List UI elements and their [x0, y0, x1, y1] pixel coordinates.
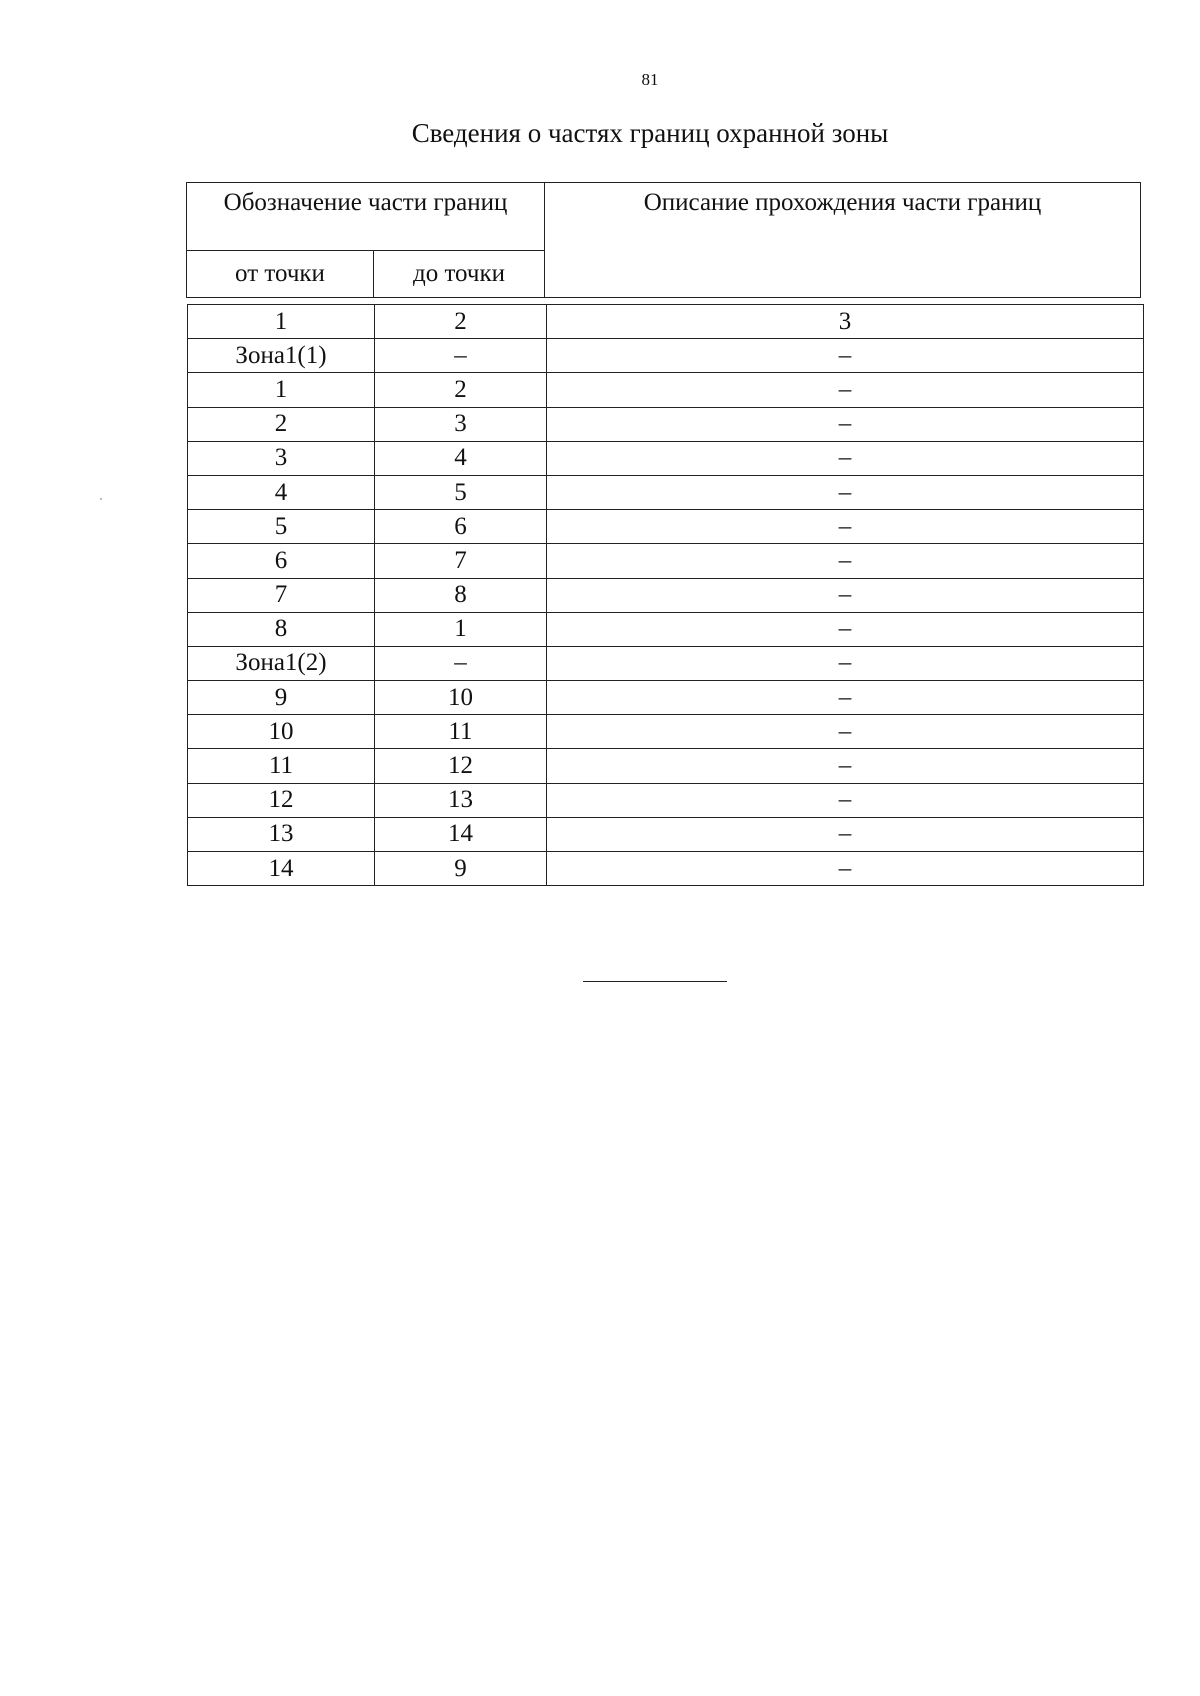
header-boundary-designation: Обозначение части границ: [187, 183, 545, 251]
from-point-cell: 2: [188, 407, 375, 441]
description-cell: –: [547, 852, 1144, 886]
table-row: [188, 407, 1144, 441]
table-row: [188, 510, 1144, 544]
from-point-cell: 5: [188, 510, 375, 544]
to-point-cell: 1: [375, 612, 547, 646]
description-cell: –: [547, 715, 1144, 749]
description-cell: –: [547, 578, 1144, 612]
description-cell: –: [547, 475, 1144, 509]
column-number: 1: [188, 305, 375, 339]
description-cell: –: [547, 646, 1144, 680]
to-point-cell: 7: [375, 544, 547, 578]
from-point-cell: Зона1(1): [188, 339, 375, 373]
from-point-cell: 13: [188, 817, 375, 851]
from-point-cell: 12: [188, 783, 375, 817]
description-cell: –: [547, 339, 1144, 373]
description-cell: –: [547, 544, 1144, 578]
description-cell: –: [547, 612, 1144, 646]
table-body: [188, 305, 1144, 886]
table-row: [188, 783, 1144, 817]
table-row: [188, 612, 1144, 646]
scan-speck: [100, 498, 102, 500]
from-point-cell: 11: [188, 749, 375, 783]
column-numbering-row: [188, 305, 1144, 339]
to-point-cell: 10: [375, 681, 547, 715]
table-row: [188, 475, 1144, 509]
description-cell: –: [547, 510, 1144, 544]
to-point-cell: 14: [375, 817, 547, 851]
from-point-cell: 6: [188, 544, 375, 578]
table-row: [188, 339, 1144, 373]
to-point-cell: 3: [375, 407, 547, 441]
table-row: [188, 715, 1144, 749]
end-rule: [583, 981, 727, 982]
description-cell: –: [547, 749, 1144, 783]
table-row: [188, 646, 1144, 680]
from-point-cell: 1: [188, 373, 375, 407]
page-number: 81: [641, 70, 659, 89]
header-boundary-description: Описание прохождения части границ: [545, 183, 1141, 298]
table-row: [188, 681, 1144, 715]
to-point-cell: –: [375, 646, 547, 680]
column-number: 2: [375, 305, 547, 339]
to-point-cell: 8: [375, 578, 547, 612]
to-point-cell: –: [375, 339, 547, 373]
description-cell: –: [547, 783, 1144, 817]
table-header: [186, 182, 1141, 298]
to-point-cell: 13: [375, 783, 547, 817]
table-row: [188, 441, 1144, 475]
description-cell: –: [547, 817, 1144, 851]
from-point-cell: 10: [188, 715, 375, 749]
description-cell: –: [547, 407, 1144, 441]
to-point-cell: 5: [375, 475, 547, 509]
table-row: [188, 544, 1144, 578]
page-title: Сведения о частях границ охранной зоны: [411, 118, 889, 148]
column-number: 3: [547, 305, 1144, 339]
from-point-cell: 3: [188, 441, 375, 475]
from-point-cell: 9: [188, 681, 375, 715]
header-to-point: до точки: [374, 251, 545, 298]
to-point-cell: 9: [375, 852, 547, 886]
to-point-cell: 6: [375, 510, 547, 544]
from-point-cell: 7: [188, 578, 375, 612]
to-point-cell: 12: [375, 749, 547, 783]
from-point-cell: 8: [188, 612, 375, 646]
table-row: [188, 817, 1144, 851]
from-point-cell: 14: [188, 852, 375, 886]
table-row: [188, 578, 1144, 612]
from-point-cell: 4: [188, 475, 375, 509]
description-cell: –: [547, 441, 1144, 475]
from-point-cell: Зона1(2): [188, 646, 375, 680]
description-cell: –: [547, 681, 1144, 715]
description-cell: –: [547, 373, 1144, 407]
table-row: [188, 852, 1144, 886]
to-point-cell: 4: [375, 441, 547, 475]
table-row: [188, 749, 1144, 783]
to-point-cell: 11: [375, 715, 547, 749]
to-point-cell: 2: [375, 373, 547, 407]
header-from-point: от точки: [187, 251, 374, 298]
table-row: [188, 373, 1144, 407]
boundary-table: [187, 304, 1144, 886]
